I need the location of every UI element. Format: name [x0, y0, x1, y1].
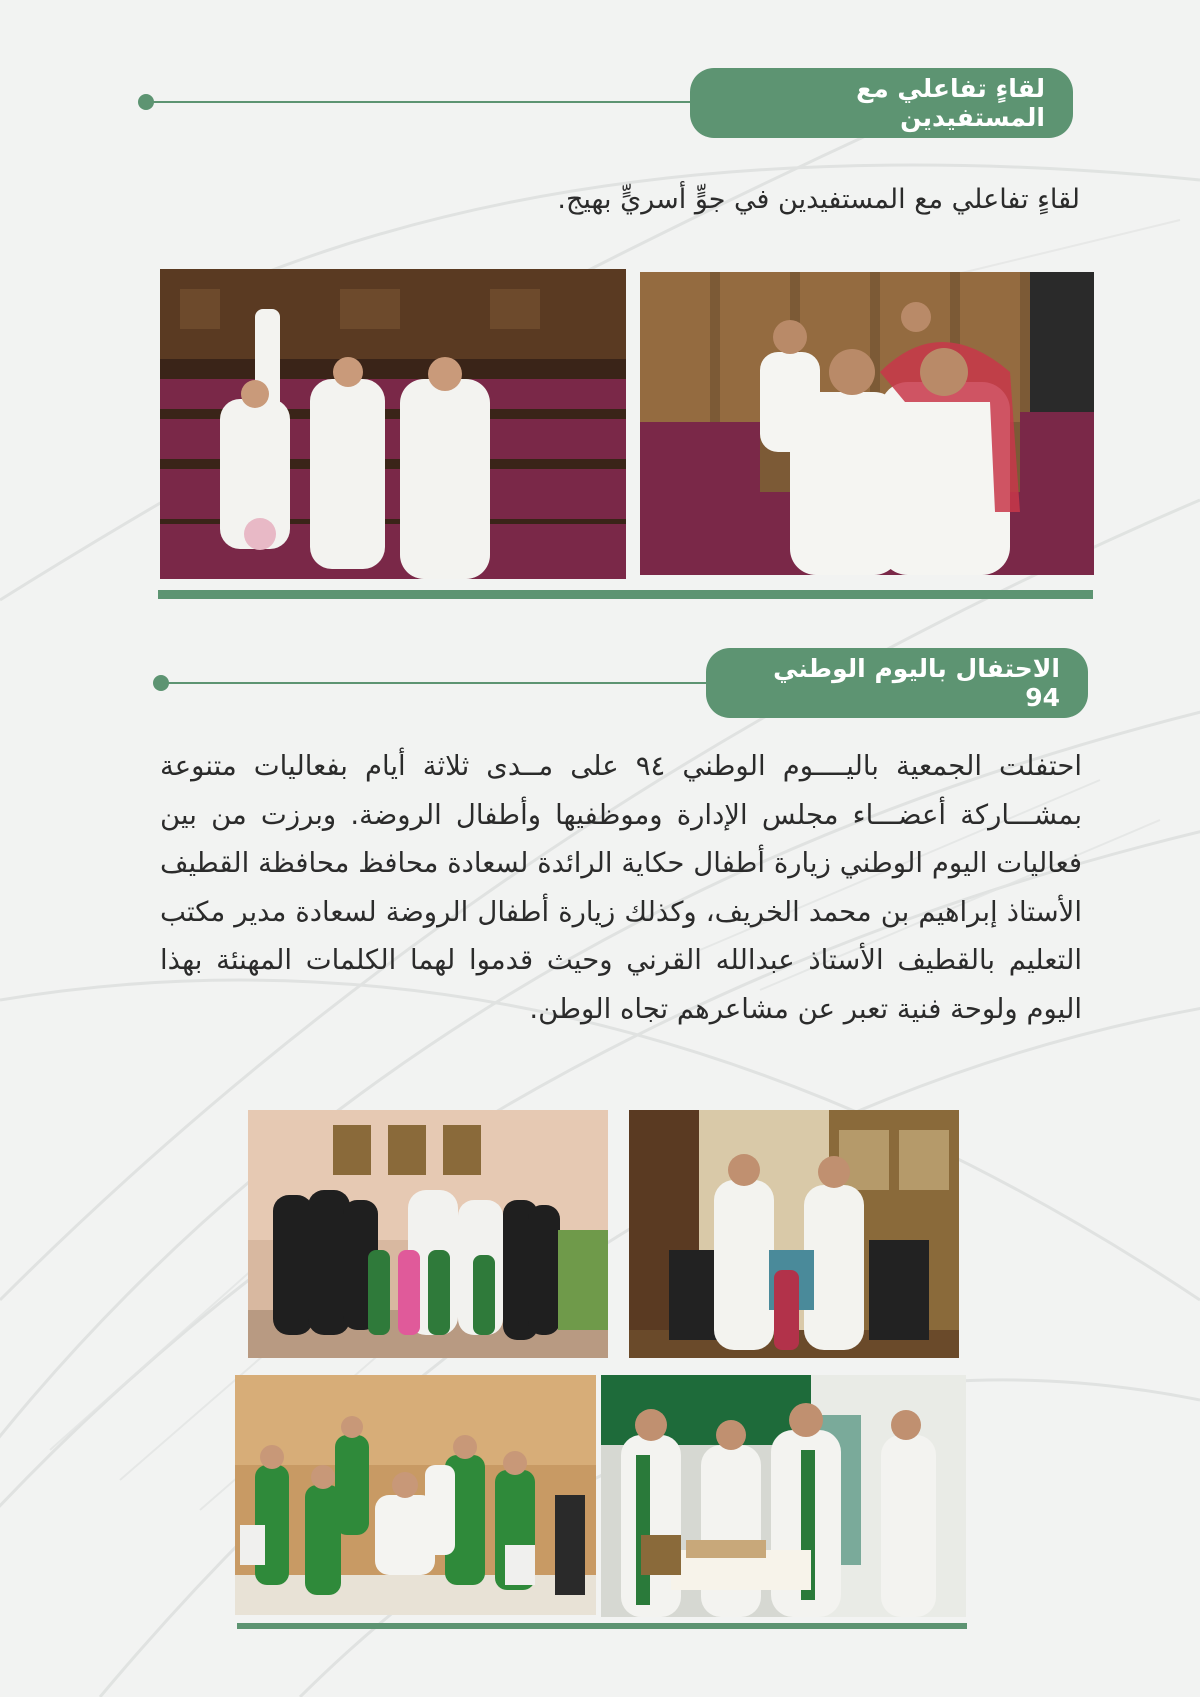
photo-auditorium-guests: [160, 269, 626, 579]
section-heading-pill: لقاءٍ تفاعلي مع المستفيدين: [690, 68, 1073, 138]
section-bottom-bar: [237, 1623, 967, 1629]
national-day-paragraph: احتفلت الجمعية باليــــوم الوطني ٩٤ على مــدى ثلاثة أيام بفعاليات متنوعة بمشـــاركة أعضـــاء مجلس الإدارة وموظفيها وأطفال الروضة. وبرزت من بين فعاليات اليوم الوطني زيارة أطفال حكاية الرائدة لسعادة محافظ محافظة القطيف الأستاذ إبراهيم بن محمد الخريف، وكذلك زيارة أطفال الروضة لسعادة مدير مكتب التعليم بالقطيف الأستاذ عبدالله القرني وحيث قدموا لهما الكلمات المهنئة بهذا اليوم ولوحة فنية تعبر عن مشاعرهم تجاه الوطن.: [160, 750, 1082, 1025]
photo-children-in-green: [235, 1375, 596, 1615]
header-line: [161, 682, 721, 684]
header-line: [146, 101, 706, 103]
photo-child-presenting-painting: [629, 1110, 959, 1358]
section-heading-pill: الاحتفال باليوم الوطني 94: [706, 648, 1088, 718]
photo-cake-cutting: [601, 1375, 966, 1617]
photo-seated-men: [640, 272, 1094, 575]
photo-children-with-governor: [248, 1110, 608, 1358]
section-divider-bar: [158, 590, 1093, 599]
section-intro-text: لقاءٍ تفاعلي مع المستفيدين في جوٍّ أسريٍّ بهيج.: [557, 184, 1080, 215]
